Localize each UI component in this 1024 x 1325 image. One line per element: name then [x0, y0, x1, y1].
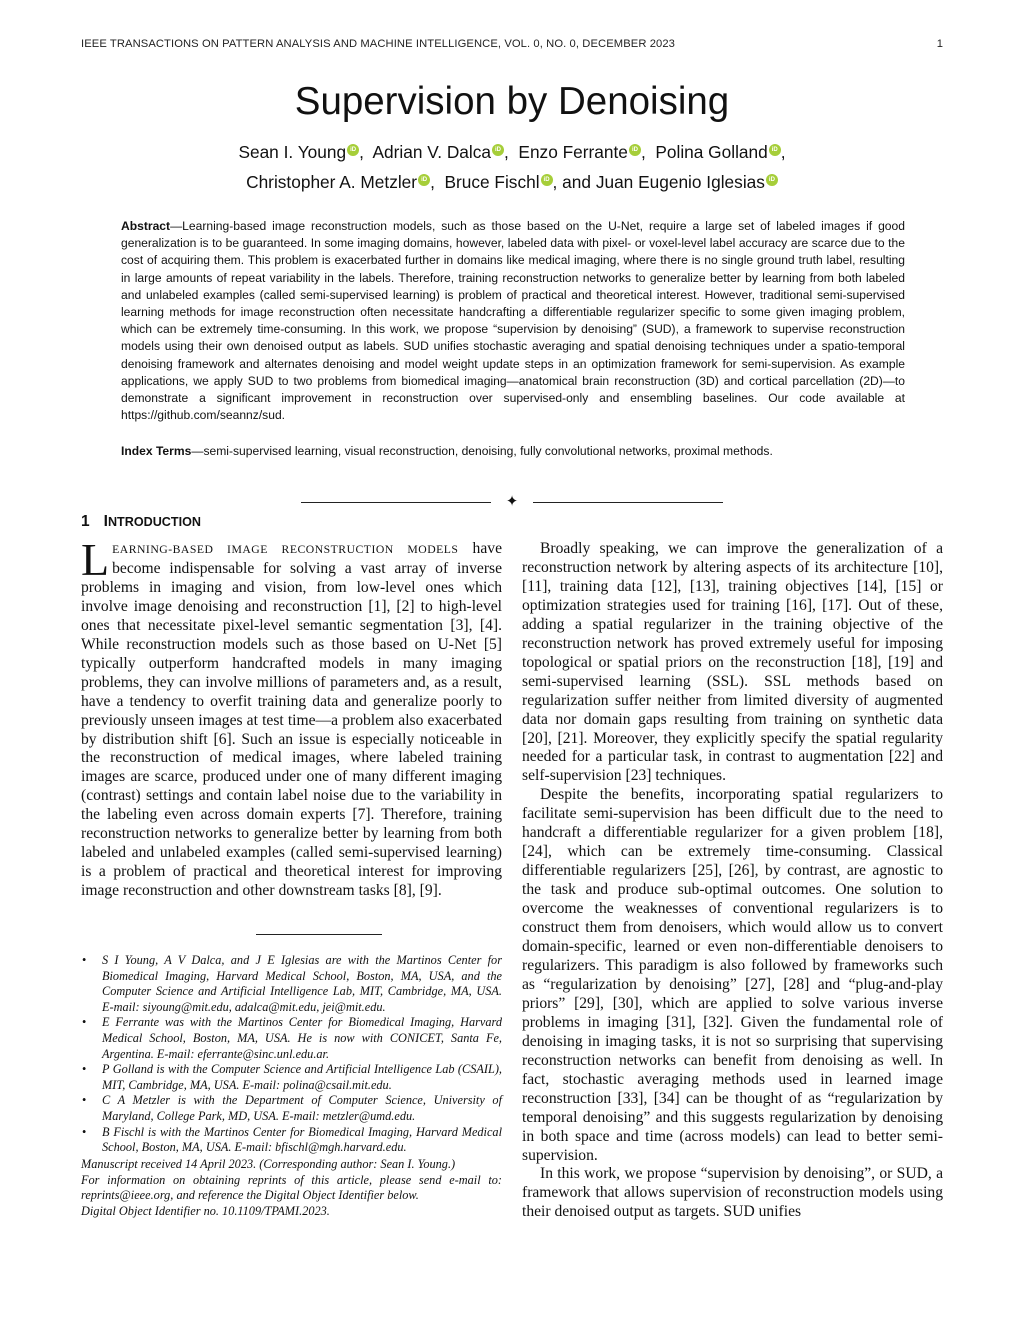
orcid-icon[interactable]: iD	[769, 144, 781, 156]
running-head	[81, 38, 943, 58]
bullet-icon: •	[82, 1015, 87, 1030]
orcid-icon[interactable]: iD	[541, 174, 553, 186]
journal-running-title: IEEE TRANSACTIONS ON PATTERN ANALYSIS AND MACHINE INTELLIGENCE, VOL. 0, NO. 0, DECEMBER 2023	[81, 38, 675, 50]
paper-title: Supervision by Denoising	[294, 80, 730, 123]
author-name: Adrian V. Dalca	[372, 142, 492, 162]
section-number: 1	[81, 513, 90, 530]
separator-star-icon: ✦	[505, 492, 519, 510]
body-paragraph: In this work, we propose “supervision by denoising”, or SUD, a framework that allows supervision of reconstruction models using their denoised output as targets. SUD unifies	[522, 1165, 943, 1221]
body-paragraph: Broadly speaking, we can improve the generalization of a reconstruction network by altering aspects of its architecture [10], [11], training data [12], [13], training objectives [14], [15] or optimization strategies used for training [16], [17]. Out of these, adding a spatial regularizer in the training objective of the reconstruction network has proved extremely useful for imposing topological or spatial priors on the reconstruction [18], [19] and semi-supervised learning (SSL). SSL methods based on regularization suffer neither from limited diversity of augmented data nor domain gaps resulting from training on synthetic data [20], [21]. Moreover, they explicitly specify the spatial regularity needed for a particular task, in contrast to augmentation [22] and self-supervision [23] techniques.	[522, 540, 943, 785]
footnote-item	[81, 953, 502, 1015]
page-number: 1	[936, 38, 943, 50]
index-terms-label: Index Terms	[121, 444, 192, 458]
manuscript-note	[81, 1157, 502, 1219]
section-heading	[81, 513, 201, 531]
footnote-rule	[256, 934, 382, 935]
right-column	[522, 540, 943, 1222]
footnote-text: S I Young, A V Dalca, and J E Iglesias are with the Martinos Center for Biomedical Imaging, Harvard Medical School, Boston, MA, USA, and the Computer Science and Artificial Intelligence Lab, MIT, Cambridge, MA, USA. E-mail: siyoung@mit.edu, adalca@mit.edu, jei@mit.edu.	[102, 953, 502, 1014]
orcid-icon[interactable]: iD	[347, 144, 359, 156]
abstract	[121, 218, 905, 424]
index-terms-text: —semi-supervised learning, visual reconstruction, denoising, fully convolutional networks, proximal methods.	[191, 444, 773, 458]
footnote-item	[81, 1062, 502, 1093]
author-line-2: Christopher A. Metzler iD , Bruce Fischl iD , and Juan Eugenio Iglesias iD	[0, 172, 1024, 193]
affiliation-footnotes	[81, 953, 502, 1156]
footnote-item	[81, 1015, 502, 1062]
bullet-icon: •	[82, 953, 87, 967]
index-terms	[121, 443, 905, 460]
smallcaps-lead: EARNING-BASED IMAGE RECONSTRUCTION MODELS	[112, 543, 459, 556]
author-name: Enzo Ferrante	[518, 142, 628, 162]
author-name: Polina Golland	[655, 142, 768, 162]
footnote-text: C A Metzler is with the Department of Computer Science, University of Maryland, College Park, MD, USA. E-mail: metzler@umd.edu.	[102, 1093, 502, 1123]
author-name: Christopher A. Metzler	[246, 172, 418, 192]
author-name: Sean I. Young	[238, 142, 347, 162]
author-name: Bruce Fischl	[444, 172, 540, 192]
manuscript-received: Manuscript received 14 April 2023. (Corresponding author: Sean I. Young.)	[81, 1157, 456, 1171]
bullet-icon: •	[82, 1062, 87, 1077]
body-paragraph: Despite the benefits, incorporating spatial regularizers to facilitate semi-supervision has been difficult due to the need to handcraft a differentiable regularizer for a given problem [18], [24], which can be extremely time-consuming. Classical differentiable regularizers [25], [26], by contrast, are agnostic to the task and produce sub-optimal outcomes. One solution to overcome the weaknesses of conventional regularizers is to construct them from denoisers, which would allow us to convert domain-specific, learned or even non-differentiable denoisers to regularizers. This paradigm is also followed by frameworks such as “regularization by denoising” [27], [28] and “plug-and-play priors” [29], [30], which are applied to solve various inverse problems in imaging [31], [32]. Given the fundamental role of denoising in imaging tasks, it is not so surprising that supervising reconstruction networks can benefit from denoising as well. In fact, stochastic averaging methods used in learned image reconstruction [33], [34] can be thought of as “regularization by temporal denoising” and this suggests regularization by denoising in both space and time (across models) can lead to better semi-supervision.	[522, 786, 943, 1164]
footnote-text: B Fischl is with the Martinos Center for Biomedical Imaging, Harvard Medical School, Boston, MA, USA. E-mail: bfischl@mgh.harvard.edu.	[102, 1124, 502, 1155]
left-column	[81, 534, 502, 901]
author-line-1: Sean I. Young iD , Adrian V. Dalca iD , Enzo Ferrante iD , Polina Golland iD ,	[238, 142, 786, 162]
author-conjunction: and	[562, 172, 591, 192]
bullet-icon: •	[82, 1093, 87, 1108]
section-title-initial: I	[103, 513, 108, 530]
doi-line: Digital Object Identifier no. 10.1109/TPAMI.2023.	[81, 1203, 330, 1218]
separator-rule-right	[533, 502, 723, 503]
footnote-text: P Golland is with the Computer Science and Artificial Intelligence Lab (CSAIL), MIT, Cambridge, MA, USA. E-mail: polina@csail.mit.edu.	[102, 1062, 502, 1092]
intro-paragraph	[81, 534, 502, 901]
footnote-item	[81, 1125, 502, 1156]
orcid-icon[interactable]: iD	[766, 174, 778, 186]
paragraph-text: have become indispensable for solving a vast array of inverse problems in imaging and vision, from low-level ones which involve image denoising and reconstruction [1], [2] to high-level ones that necessitate pixel-level semantic segmentation [3], [4]. While reconstruction models such as those based on U-Net [5] typically outperform handcrafted models in many imaging problems, they can involve millions of parameters and, as a result, have a tendency to overfit training data and generalize poorly to previously unseen images at test time—a problem also exacerbated by distribution shift [6]. Such an issue is especially noticeable in the reconstruction of medical images, where labeled training images are scarce, produced under one of many different imaging (contrast) settings and contain label noise due to the variability in the labeling even across domain experts [7]. Therefore, training reconstruction networks to generalize better by learning from both labeled and unlabeled examples (called semi-supervised learning) is a problem of practical and theoretical interest for improving image reconstruction and other downstream tasks [8], [9].	[81, 540, 502, 900]
orcid-icon[interactable]: iD	[492, 144, 504, 156]
abstract-label: Abstract	[121, 219, 171, 233]
abstract-text: —Learning-based image reconstruction models, such as those based on the U-Net, require a large set of labeled images if good generalization is to be guaranteed. In some imaging domains, however, labeled data with pixel- or voxel-level label accuracy are scarce due to the cost of acquiring them. This problem is exacerbated further in domains like medical imaging, where there is no single ground truth label, resulting in large amounts of repeat variability in the labels. Therefore, training reconstruction networks to generalize better by learning from both labeled and unlabeled examples (called semi-supervised learning) is problem of practical and theoretical interest. However, traditional semi-supervised learning methods for image reconstruction often necessitate handcrafting a differentiable regularizer specific to some given imaging problem, which can be extremely time-consuming. In this work, we propose “supervision by denoising” (SUD), a framework to supervise reconstruction models using their own denoised output as labels. SUD unifies stochastic averaging and spatial denoising techniques under a spatio-temporal denoising framework and alternates denoising and model weight update steps in an optimization framework for semi-supervision. As example applications, we apply SUD to two problems from biomedical imaging—anatomical brain reconstruction (3D) and cortical parcellation (2D)—to demonstrate a significant improvement in reconstruction over supervised-only and ensembling baselines. Our code available at https://github.com/seannz/sud.	[121, 219, 905, 423]
reprints-info: For information on obtaining reprints of this article, please send e-mail to: reprints@ieee.org, and reference the Digital Object Identifier below.	[81, 1172, 502, 1203]
drop-cap: L	[81, 534, 110, 585]
footnote-item	[81, 1093, 502, 1124]
orcid-icon[interactable]: iD	[418, 174, 430, 186]
footnote-text: E Ferrante was with the Martinos Center for Biomedical Imaging, Harvard Medical School, Boston, MA, USA. He is now with CONICET, Santa Fe, Argentina. E-mail: eferrante@sinc.unl.edu.ar.	[102, 1015, 502, 1061]
author-name: Juan Eugenio Iglesias	[595, 172, 765, 192]
orcid-icon[interactable]: iD	[629, 144, 641, 156]
bullet-icon: •	[82, 1124, 87, 1139]
section-title-rest: NTRODUCTION	[107, 515, 201, 529]
separator-rule-left	[301, 502, 491, 503]
